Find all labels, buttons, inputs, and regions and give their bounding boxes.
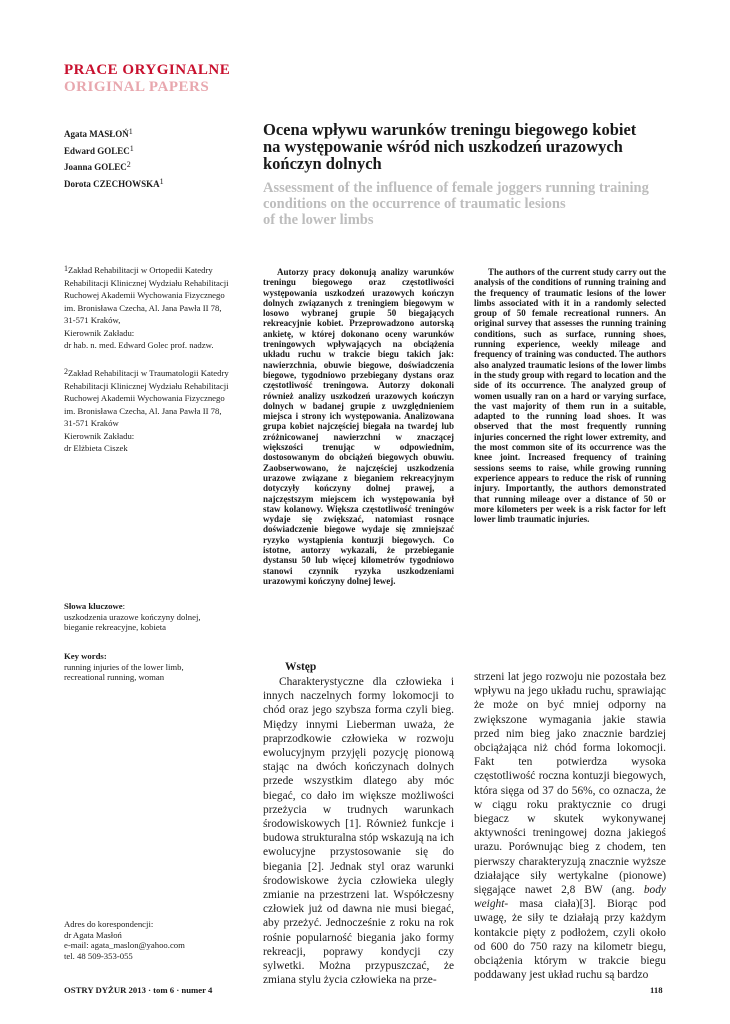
section-label-pl: PRACE ORYGINALNE [64,62,231,78]
author [64,125,164,142]
title-line: Assessment of the influence of female joggers running training [263,180,649,196]
keywords-polish [64,601,254,633]
correspondence-email: e-mail: agata_maslon@yahoo.com [64,940,185,950]
author-sup: 1 [129,143,134,153]
author-name: Joanna GOLEC [64,162,127,172]
affiliation-1 [64,263,254,352]
body-text [474,670,666,982]
abstract-text: The authors of the current study carry out the analysis of the conditions of running training and the frequency of traumatic lesions of the lower limbs associated with it in a randomly selected group of 50 female recreational runners. An original survey that assesses the running training conditions, such as surface, running shoes, running experience, weekly mileage and frequency of training was conducted. The authors also analyzed traumatic lesions of the lower limbs in the study group with regard to location and the side of its occurrence. The analyzed group of women usually ran on a hard or varying surface, the vast majority of them run in a suitable, adapted to the running load shoes. It was observed that the most frequently running injuries concerned the right lower extremity, and the most common site of its occurrence was the knee joint. Increased frequency of training sessions seems to raise, while growing running experience appears to reduce the risk of running injury. Importantly, the authors demonstrated that running mileage over a distance of 50 or more kilometers per week is a risk factor for left lower limb traumatic injuries. [474,267,666,525]
affiliation-line: 31-571 Kraków [64,418,119,428]
section-heading: Wstęp [285,661,317,673]
author-sup: 1 [128,127,133,136]
affiliation-2 [64,366,254,455]
intro-column-right [474,670,666,982]
affiliation-line: Zakład Rehabilitacji w Traumatologii Katedry [68,368,229,378]
author-name: Agata MASŁOŃ [64,129,129,139]
affiliation-line: Ruchowej Akademii Wychowania Fizycznego [64,290,225,300]
section-label-en: ORIGINAL PAPERS [64,79,210,95]
author-name: Edward GOLEC [64,145,130,156]
title-line: na występowanie wśród nich uszkodzeń urazowych [263,137,623,156]
keywords-label: Słowa kluczowe [64,601,123,611]
affiliation-line: 31-571 Kraków, [64,315,121,325]
correspondence-line: dr Agata Masłoń [64,929,122,940]
affiliation-sup: 1 [64,264,68,273]
affiliation-line: Rehabilitacji Klinicznej Wydziału Rehabilitacji [64,277,229,288]
author [64,158,164,175]
affiliation-line: im. Bronisława Czecha, Al. Jana Pawła II 78, [64,302,222,313]
title-line: kończyn dolnych [263,154,382,173]
affiliation-line: Ruchowej Akademii Wychowania Fizycznego [64,393,225,403]
correspondence-phone: tel. 48 509-353-055 [64,950,133,961]
keywords-line: running injuries of the lower limb, [64,661,184,672]
author [64,142,164,159]
title-line: Ocena wpływu warunków treningu biegowego kobiet [263,120,637,139]
correspondence-line: Adres do korespondencji: [64,919,154,929]
affiliation-line: Kierownik Zakładu: [64,327,135,338]
body-text-part: - masa ciała)[3]. Biorąc pod uwagę, że siły te działają przy każdym kontakcie pięty z podłożem, czyli około od 600 do 750 razy na kilometr biegu, obciążenia którym w trakcie biegu poddawany jest układ ruchu są bardzo [474,898,666,982]
abstract-english [474,267,666,524]
keywords-colon: : [122,601,126,611]
body-text-italic: body weight [474,884,666,911]
affiliation-line: dr Elżbieta Ciszek [64,443,128,453]
keywords-line: recreational running, woman [64,672,165,682]
abstract-text: Autorzy pracy dokonują analizy warunków treningu biegowego oraz częstotliwości występowania uszkodzeń urazowych kończyn dolnych związanych z treningiem biegowym w losowo wybranej grupie 50 biegających rekreacyjnie kobiet. Przeprowadzono autorską ankietę, w której dokonano oceny warunków treningowych wpływających na obciążenia układu ruchu w trakcie biegu takich jak: nawierzchnia, obuwie biegowe, doświadczenia biegowe, tygodniowo przebiegany dystans oraz częstotliwość treningowa. Autorzy dokonali również analizy uszkodzeń urazowych kończyn dolnych w badanej grupie z uwzględnieniem miejsca i strony ich występowania. Analizowana grupa kobiet najczęściej biegała na twardej lub zróżnicowanej nawierzchni w znaczącej większości trenując w odpowiednim, dostosowanym do obciążeń biegowych obuwiu. Zaobserwowano, że najczęściej uszkodzenia urazowe związane z bieganiem rekreacyjnym dotyczyły kończyny dolnej prawej, a najczęstszym miejscem ich występowania był staw kolanowy. Większa częstotliwość treningów wydaje się zwiększać, natomiast rosnące doświadczenie biegowe wydaje się zmniejszać ryzyko wystąpienia kontuzji biegowych. Co istotne, autorzy wykazali, że przebieganie dystansu 50 lub więcej kilometrów tygodniowo stanowi czynnik ryzyka uszkodzeniami urazowymi kończyny dolnej lewej. [263,267,454,586]
keywords-line: uszkodzenia urazowe kończyny dolnej, [64,611,201,622]
affiliation-line: Kierownik Zakładu: [64,430,135,441]
author-list [64,125,164,191]
author-sup: 2 [126,160,131,169]
abstract-polish [263,267,454,586]
intro-column-left [263,675,454,987]
author-sup: 1 [159,176,164,186]
keywords-colon: : [103,651,107,661]
affiliation-sup: 2 [64,367,68,376]
keywords-english [64,651,254,683]
keywords-label: Key words [64,651,104,661]
correspondence-address [64,919,254,961]
author-name: Dorota CZECHOWSKA [64,178,160,189]
page-number: 118 [650,985,663,995]
body-text-part: strzeni lat jego rozwoju nie pozostała bez wpływu na jego układu ruchu, sprawiając że może on być mniej odporny na zwiększone wymagania jakie stawia przed nim bieg jako znacznie bardziej obciążająca niż chód forma lokomocji. Fakt ten potwierdza wysoka częstotliwość roczna kontuzji biegowych, która sięga od 37 do 56%, co oznacza, że w ciągu roku praktycznie co drugi biegacz w skutek wykonywanej aktywności treningowej dozna jakiegoś urazu. Porównując bieg z chodem, ten pierwszy charakteryzują znacznie wyższe działające siły wertykalne (pionowe) sięgające nawet 2,8 BW (ang. [474,671,666,897]
title-polish [263,121,703,172]
journal-footer: OSTRY DYŻUR 2013 · tom 6 · numer 4 [64,985,213,995]
title-english [263,180,703,228]
title-line: conditions on the occurrence of traumatic lesions [263,196,566,212]
body-text: Charakterystyczne dla człowieka i innych naczelnych formy lokomocji to chód oraz jego szybsza forma czyli bieg. Między innymi Lieberman uważa, że praprzodkowie człowieka w rozwoju ewolucyjnym przyjęli pozycję pionową stając na dwóch kończynach dolnych przede wszystkim dlatego aby móc biegać, co dało im większe możliwości przeżycia w trudnych warunkach środowiskowych [1]. Również funkcje i budowa strukturalna stóp wskazują na ich ewolucyjne przystosowanie się do biegania [2]. Jednak styl oraz warunki środowiskowe życia człowieka uległy zmianie na przestrzeni lat. Współczesny człowiek już od dawna nie musi biegać, aby przeżyć. Jednocześnie z roku na rok rośnie popularność biegania jako formy rekreacji, poprawy kondycji czy sylwetki. Można przypuszczać, że zmiana stylu życia człowieka na prze- [263,676,454,987]
keywords-line: bieganie rekreacyjne, kobieta [64,622,167,632]
author [64,175,164,192]
affiliation-line: Zakład Rehabilitacji w Ortopedii Katedry [68,265,213,275]
title-line: of the lower limbs [263,212,374,228]
affiliation-line: Rehabilitacji Klinicznej Wydziału Rehabilitacji [64,380,229,391]
affiliation-line: dr hab. n. med. Edward Golec prof. nadzw. [64,340,214,350]
affiliation-line: im. Bronisława Czecha, Al. Jana Pawła II 78, [64,405,222,416]
